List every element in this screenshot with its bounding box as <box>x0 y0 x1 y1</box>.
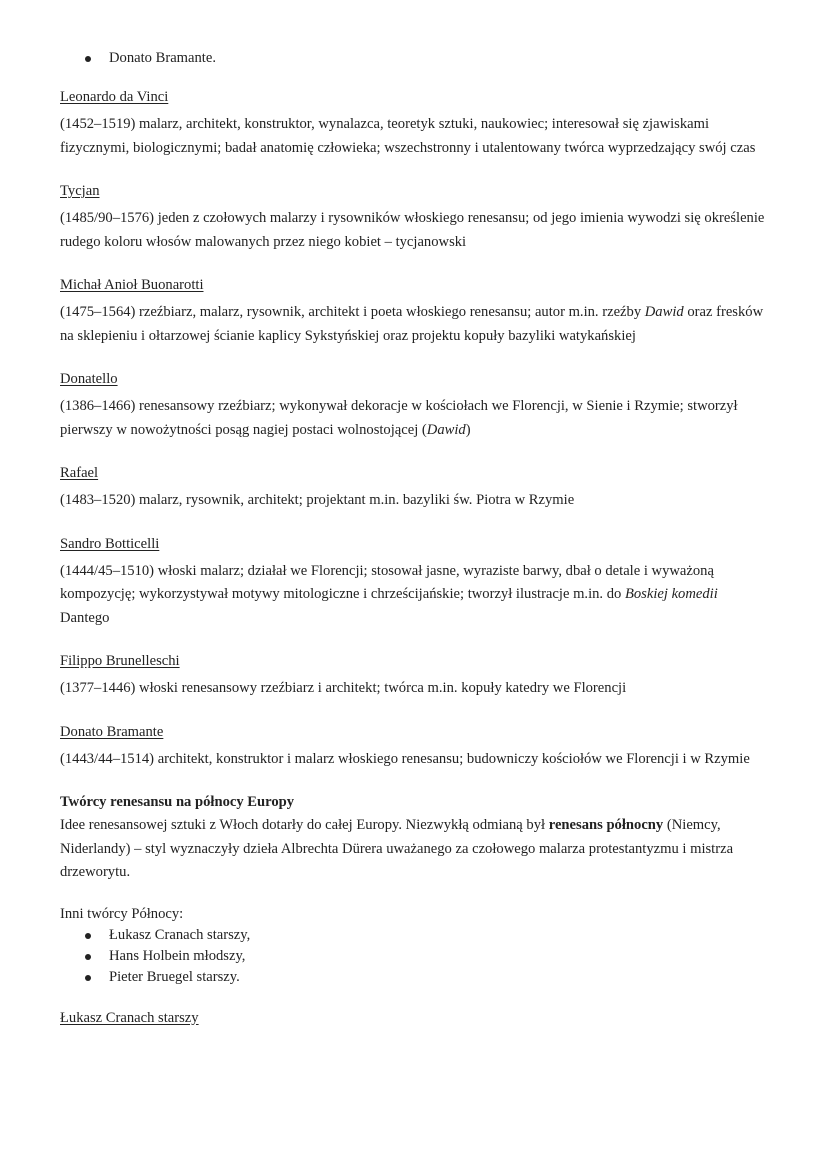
artist-name: Donato Bramante <box>60 723 164 740</box>
artist-name: Łukasz Cranach starszy <box>60 1009 199 1026</box>
artist-entry <box>60 721 770 772</box>
artist-name: Filippo Brunelleschi <box>60 653 180 669</box>
artist-description: (1475–1564) rzeźbiarz, malarz, rysownik, architekt i poeta włoskiego renesansu; autor m.in. rzeźby Dawid oraz fresków na sklepieniu i ołtarzowej ścianie kaplicy Sykstyńskiej oraz projektu kopuły bazyliki watykańskiej <box>60 304 764 344</box>
artist-name: Rafael <box>60 465 99 481</box>
artist-description: (1377–1446) włoski renesansowy rzeźbiarz i architekt; twórca m.in. kopuły katedry we Florencji <box>60 680 627 696</box>
artist-entry <box>60 462 770 513</box>
artist-name: Michał Anioł Buonarotti <box>60 277 204 293</box>
artist-name: Donatello <box>60 371 118 387</box>
artist-entry <box>60 650 770 701</box>
list-item: Łukasz Cranach starszy, <box>60 925 770 946</box>
artist-description: (1483–1520) malarz, rysownik, architekt; projektant m.in. bazyliki św. Piotra w Rzymie <box>60 492 575 508</box>
list-item: Pieter Bruegel starszy. <box>60 967 770 988</box>
artist-description: (1444/45–1510) włoski malarz; działał we Florencji; stosował jasne, wyraziste barwy, dbał o detale i wyważoną kompozycję; wykorzystywał motywy mitologiczne i chrześcijańskie; tworzył ilustracje m.in. do Boskiej komedii Dantego <box>60 562 718 626</box>
others-label: Inni twórcy Północy: <box>60 905 184 922</box>
artist-description: (1452–1519) malarz, architekt, konstruktor, wynalazca, teoretyk sztuki, naukowiec; interesował się zjawiskami fizycznymi, biologicznymi; badał anatomię człowieka; wszechstronny i utalentowany twórca wyprzedzający swój czas <box>60 116 756 156</box>
list-item: Hans Holbein młodszy, <box>60 946 770 967</box>
section-paragraph: Idee renesansowej sztuki z Włoch dotarły do całej Europy. Niezwykłą odmianą był renesans północny (Niemcy, Niderlandy) – styl wyznaczyły dzieła Albrechta Dürera uważanego za czołowego malarza protestantyzmu i mistrza drzeworytu. <box>60 817 734 880</box>
artist-entry <box>60 274 770 348</box>
artist-name: Tycjan <box>60 183 100 199</box>
artist-entry <box>60 86 770 160</box>
list-item: Donato Bramante. <box>60 48 770 69</box>
section-title: Twórcy renesansu na północy Europy <box>60 794 295 810</box>
artist-description: (1386–1466) renesansowy rzeźbiarz; wykonywał dekoracje w kościołach we Florencji, w Sienie i Rzymie; stworzył pierwszy w nowożytności posąg nagiej postaci wolnostojącej (Dawid) <box>60 398 738 438</box>
others-list <box>60 925 770 988</box>
artist-entry <box>60 180 770 254</box>
artist-entry <box>60 533 770 631</box>
north-section <box>60 791 770 1030</box>
document-page <box>60 48 770 1030</box>
artist-name: Sandro Botticelli <box>60 535 160 552</box>
intro-list <box>60 48 770 69</box>
artist-name: Leonardo da Vinci <box>60 89 169 105</box>
artist-entry <box>60 368 770 442</box>
artist-description: (1485/90–1576) jeden z czołowych malarzy i rysowników włoskiego renesansu; od jego imienia wywodzi się określenie rudego koloru włosów malowanych przez niego kobiet – tycjanowski <box>60 210 765 250</box>
artist-description: (1443/44–1514) architekt, konstruktor i malarz włoskiego renesansu; budowniczy kościołów we Florencji i w Rzymie <box>60 750 750 767</box>
